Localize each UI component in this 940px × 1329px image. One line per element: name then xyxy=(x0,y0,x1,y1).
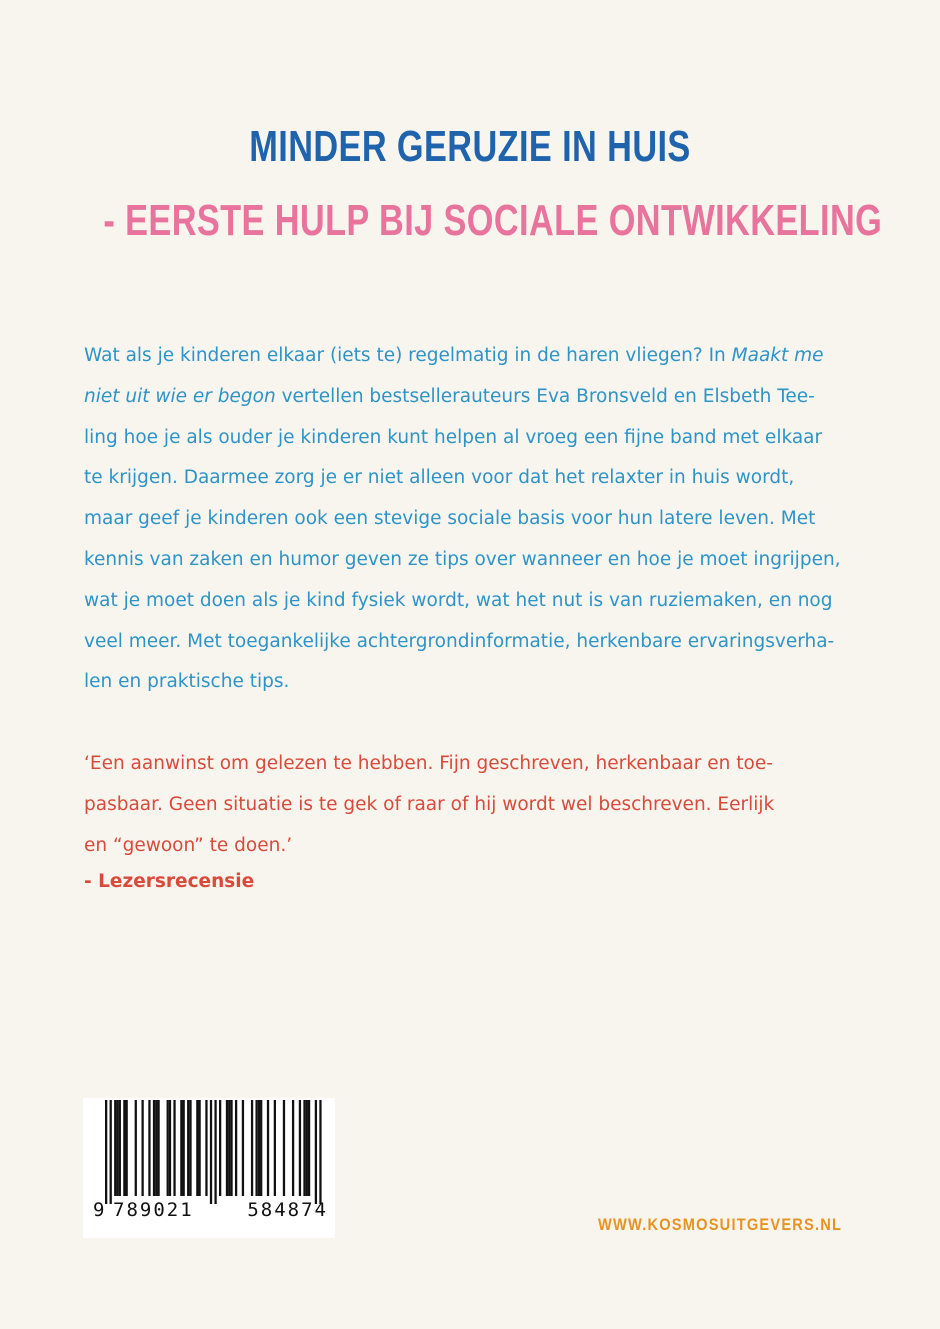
barcode-bar xyxy=(157,1100,159,1196)
barcode-bar xyxy=(180,1100,182,1196)
quote-line: pasbaar. Geen situatie is te gek of raar of hij wordt wel beschreven. Eerlijk xyxy=(84,793,775,815)
blurb-line: len en praktische tips. xyxy=(84,671,290,693)
headline-line-2: - EERSTE HULP BIJ SOCIALE ONTWIKKELING xyxy=(103,196,883,245)
barcode-digits xyxy=(93,1198,328,1222)
barcode-bar xyxy=(173,1100,175,1196)
publisher-website: WWW.KOSMOSUITGEVERS.NL xyxy=(598,1215,843,1234)
barcode-guard-bar xyxy=(214,1100,216,1204)
quote-line: ‘Een aanwinst om gelezen te hebben. Fijn geschreven, herkenbaar en toe- xyxy=(84,753,773,774)
barcode-bar xyxy=(169,1100,171,1196)
barcode-bar xyxy=(126,1100,128,1196)
barcode-bar xyxy=(242,1100,244,1196)
reader-review-quote xyxy=(84,744,864,866)
barcode-bar xyxy=(189,1100,191,1196)
barcode-bar xyxy=(308,1100,310,1196)
barcode-bar xyxy=(116,1100,118,1196)
barcode-bar xyxy=(306,1100,308,1196)
barcode-bar xyxy=(148,1100,150,1196)
barcode-bar xyxy=(119,1100,121,1196)
barcode-bar xyxy=(205,1100,207,1196)
barcode-bar xyxy=(260,1100,262,1196)
book-title-italic: niet uit wie er begon xyxy=(84,385,276,407)
book-title-italic: Maakt me xyxy=(731,345,824,366)
blurb-line: ling hoe je als ouder je kinderen kunt helpen al vroeg een fijne band met elkaar xyxy=(84,426,823,448)
barcode-bar xyxy=(267,1100,269,1196)
barcode-bar xyxy=(303,1100,305,1196)
blurb-line: veel meer. Met toegankelijke achtergrondinformatie, herkenbare ervaringsverha- xyxy=(84,630,835,652)
barcode-bar xyxy=(114,1100,116,1196)
headline-line-1: MINDER GERUZIE IN HUIS xyxy=(249,122,691,171)
barcode-guard-bar xyxy=(210,1100,212,1204)
barcode-bar xyxy=(230,1100,232,1196)
barcode-bar xyxy=(141,1100,143,1196)
barcode-bar xyxy=(187,1100,189,1196)
barcode-bar xyxy=(258,1100,260,1196)
barcode-guard-bar xyxy=(319,1100,321,1204)
barcode-bar xyxy=(292,1100,294,1196)
barcode-guard-bar xyxy=(110,1100,112,1204)
barcode-guard-bar xyxy=(315,1100,317,1204)
blurb-text: Wat als je kinderen elkaar (iets te) regelmatig in de haren vliegen? In xyxy=(84,345,732,366)
barcode-bar xyxy=(155,1100,157,1196)
isbn-barcode xyxy=(83,1098,335,1238)
barcode-bar xyxy=(135,1100,137,1196)
barcode-bar xyxy=(196,1100,198,1196)
blurb-text: vertellen bestsellerauteurs Eva Bronsveld en Elsbeth Tee- xyxy=(275,385,815,407)
barcode-prefix-digit: 9 xyxy=(93,1199,105,1221)
blurb-line: kennis van zaken en humor geven ze tips over wanneer en hoe je moet ingrijpen, xyxy=(84,548,841,570)
barcode-bar xyxy=(251,1100,253,1196)
blurb-line: te krijgen. Daarmee zorg je er niet alleen voor dat het relaxter in huis wordt, xyxy=(84,467,795,489)
barcode-bar xyxy=(299,1100,301,1196)
barcode-guard-bar xyxy=(105,1100,107,1204)
quote-line: en “gewoon” te doen.’ xyxy=(84,834,293,856)
barcode-digit-group-1: 789021 xyxy=(113,1199,194,1221)
barcode-bar xyxy=(167,1100,169,1196)
barcode-bar xyxy=(274,1100,276,1196)
barcode-bar xyxy=(123,1100,125,1196)
back-cover-blurb xyxy=(84,336,864,703)
blurb-line xyxy=(84,377,864,418)
barcode-bar xyxy=(219,1100,221,1196)
blurb-line: maar geef je kinderen ook een stevige sociale basis voor hun latere leven. Met xyxy=(84,508,816,530)
blurb-line: wat je moet doen als je kind fysiek wordt, wat het nut is van ruziemaken, en nog xyxy=(84,589,833,611)
barcode-bar xyxy=(153,1100,155,1196)
barcode-bar xyxy=(283,1100,285,1196)
barcode-bar xyxy=(198,1100,200,1196)
barcode-bar xyxy=(228,1100,230,1196)
blurb-line xyxy=(84,336,864,377)
barcode-bar xyxy=(235,1100,237,1196)
barcode-bar xyxy=(226,1100,228,1196)
barcode-bar xyxy=(255,1100,257,1196)
barcode-digit-group-2: 584874 xyxy=(247,1199,328,1221)
barcode-bar xyxy=(183,1100,185,1196)
quote-source: - Lezersrecensie xyxy=(84,871,255,892)
